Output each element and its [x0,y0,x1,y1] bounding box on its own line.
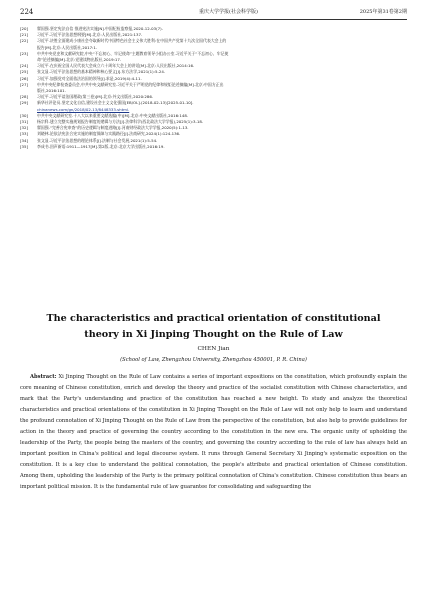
reference-text: 版社,2016:101. [37,88,66,94]
reference-number: [32] [20,125,28,131]
reference-text: 习近平.习近平法治思想纲要[M].北京:人民出版社,2021:137. [37,32,143,38]
reference-number: [33] [20,131,28,137]
journal-name: 重庆大学学报(社会科学版) [199,9,258,15]
reference-list [20,26,407,150]
reference-text: 习近平.习近平谈治国理政(第三卷)[M].北京:外文出版社,2020:286. [37,94,154,100]
author-name: CHEN Jian [197,346,230,352]
reference-text: 中共中央纪律检查委员会,中共中央文献研究室.习近平关于严明党的纪律和规矩论述摘编[M].北京:中国方正出 [37,81,224,87]
reference-text: 张文显.习近平法治思想的理论体系[J].法制与社会发展,2021(1):5-54. [37,137,158,143]
english-title-line: theory in Xi Jinping Thought on the Rule of Law [84,329,343,340]
reference-number: [25] [20,69,28,75]
page-number: 224 [20,8,34,16]
reference-number: [30] [20,112,28,118]
reference-number: [26] [20,75,28,81]
reference-number: [22] [20,38,28,44]
reference-text: 翟国强.“完善合宪审查”的历史逻辑与制度进路[J].河南财经政法大学学报,2020(5):1-13. [37,125,189,131]
abstract [20,372,407,493]
abstract-label: Abstract: [30,374,57,380]
reference-text: 报告[M].北京:人民出版社,2017:1. [37,44,98,50]
reference-number: [28] [20,94,28,100]
reference-text: 刘晓林.论依法宪法合宪实施的制度保障与实践路径[J].法商研究,2024(1):124-136. [37,131,181,137]
reference-number: [23] [20,50,28,56]
abstract-text: Xi Jinping Thought on the Rule of Law contains a series of important expositions on the constitution, which profoundly explain the core meaning of Chinese constitution, enrich and develop the theory and practice of the socialist constitution with Chinese characteristics, and mark that the Party's understanding and practice of the constitution has reached a new height. To study and analyze the theoretical characteristics and practical orientations of the constitution in Xi Jinping Thought on the Rule of Law will not only help to learn and understand the profound connotation of Xi Jinping Thought on the Rule of Law from the perspective of the constitution, but also help to provide guidelines for action in the theory and practice of governing the country according to the constitution in the new era. The organic unity of upholding the leadership of the Party, the people being the masters of the country, and governing the country according to the rule of law has always held an important position in China's political and legal discourse system. It runs through General Secretary Xi Jinping's systematic exposition on the constitution. It is a key clue to understand the political connotation, the people's attribute and practical orientation of Chinese constitution. Among them, upholding the leadership of the Party is the primary political connotation of China's constitution. Chinese constitution thus bears an important political mission. It is the fundamental rule of law guarantee for consolidating and safeguarding the [20,374,407,490]
reference-text: 习近平.决胜全面建成小康社会夺取新时代中国特色社会主义伟大胜利:在中国共产党第十九次全国代表大会上的 [37,38,227,44]
reference-text: 翟国强.坚定宪法自信 推进宪法实施[N].中国纪检监察报,2020-12-03(7). [37,26,163,31]
author-affiliation: (School of Law, Zhengzhou University, Zhengzhou 450001, P. R. China) [120,357,307,363]
reference-number: [20] [20,26,28,31]
reference-number: [29] [20,100,28,106]
reference-text: 中共中央文献研究室.十八大以来重要文献选编(中)[M].北京:中央文献出版社,2016:148. [37,112,189,118]
reference-item [20,144,407,150]
reference-text: 命”论述摘编[M].北京:党建读物出版社,2019:17. [37,57,122,63]
english-title-line: The characteristics and practical orientation of constitutional [46,313,381,324]
page-header [20,6,407,20]
reference-text: 习近平.在庆祝全国人民代表大会成立六十周年大会上的讲话[M].北京:人民出版社,2014:16. [37,63,195,69]
reference-number: [21] [20,32,28,38]
reference-text: 习近平.加强党对全面依法治国的领导[J].求是,2019(4):4-11. [37,75,142,81]
reference-number: [27] [20,81,28,87]
reference-number: [35] [20,143,28,149]
reference-text: 中共中央党史和文献研究院,中央“不忘初心、牢记使命”主题教育领导小组办公室.习近平关于“不忘初心、牢记使 [37,50,229,56]
reference-number: [24] [20,63,28,69]
reference-text: 李成书.回声新语:1911—1917[M].第2版.北京:北京大学出版社,2016:19. [37,143,165,149]
reference-text: 张文显.习近平法治思想的基本精神和核心要义[J].东方法学,2021(1):5-24. [37,69,166,75]
reference-number: [31] [20,119,28,125]
issue-info: 2025年第31卷第2期 [359,9,407,15]
reference-number: [34] [20,137,28,143]
header-divider [20,19,407,20]
reference-link[interactable]: chinanews.com/gn/2018/02-13/8448333.shtml. [37,106,130,112]
reference-text: 新华社评论员.坚定文化自信,建设社会主义文化强国[EB/OL].(2018-02-13)[2025-01-10]. [37,100,194,106]
reference-text: 杨宗科.建立完整实施规划报告制度的逻辑与方法[J].法律科学(西北政法大学学报),2025(1):3-18. [37,119,204,125]
english-title [20,311,407,343]
